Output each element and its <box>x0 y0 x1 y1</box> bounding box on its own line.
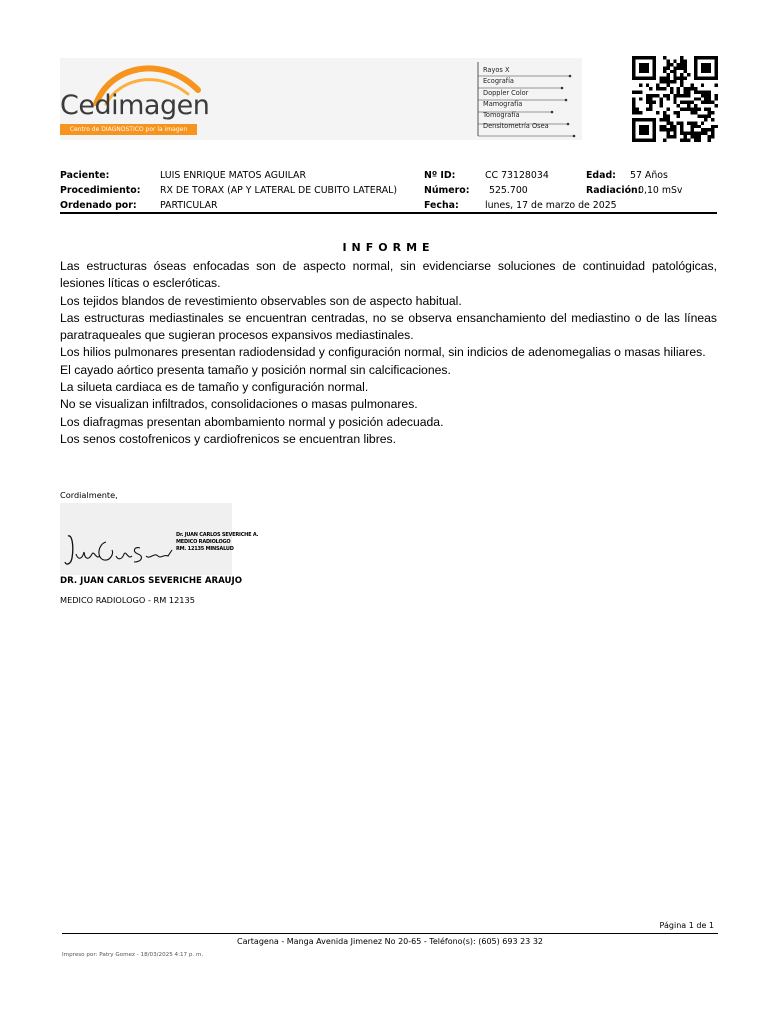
id-value: CC 73128034 <box>485 170 549 181</box>
qr-code-icon <box>632 56 718 142</box>
signature-stamp <box>176 532 258 553</box>
report-paragraph: La silueta cardiaca es de tamaño y configuración normal. <box>60 380 369 395</box>
stamp-line: Dr. JUAN CARLOS SEVERICHE A. <box>176 532 259 538</box>
brand-logo: Cedimagen <box>60 90 210 121</box>
service-item: Tomografía <box>483 111 520 119</box>
service-item: Rayos X <box>483 66 510 74</box>
footer-divider <box>62 933 718 934</box>
id-label: Nº ID: <box>424 170 456 181</box>
doctor-name: DR. JUAN CARLOS SEVERICHE ARAUJO <box>60 576 243 586</box>
report-paragraph: Los diafragmas presentan abombamiento normal y posición adecuada. <box>60 414 444 429</box>
numero-value: 525.700 <box>489 185 528 196</box>
service-item: Doppler Color <box>483 89 529 97</box>
report-paragraph: No se visualizan infiltrados, consolidaciones o masas pulmonares. <box>60 397 418 412</box>
report-paragraph: El cayado aórtico presenta tamaño y posición normal sin calcificaciones. <box>60 362 451 377</box>
page-number: Página 1 de 1 <box>659 921 714 930</box>
doctor-title: MEDICO RADIOLOGO - RM 12135 <box>60 595 195 605</box>
stamp-line: MEDICO RADIOLOGO <box>176 539 231 545</box>
printed-by: Impreso por: Patry Gomez - 18/03/2025 4:17 p. m. <box>62 952 204 958</box>
report-paragraph: Los senos costofrenicos y cardiofrenicos se encuentran libres. <box>60 431 397 446</box>
fecha-label: Fecha: <box>424 200 459 211</box>
fecha-value: lunes, 17 de marzo de 2025 <box>485 200 617 211</box>
brand-tagline: Centro de DIAGNOSTICO por la imagen <box>60 124 197 135</box>
service-item: Ecografía <box>483 77 514 85</box>
procedimiento-label: Procedimiento: <box>60 185 141 196</box>
service-item: Mamografía <box>483 100 523 108</box>
header-divider <box>60 212 717 214</box>
procedimiento-value: RX DE TORAX (AP Y LATERAL DE CUBITO LATERAL) <box>160 185 398 196</box>
report-body <box>60 258 717 448</box>
paciente-value: LUIS ENRIQUE MATOS AGUILAR <box>160 170 306 181</box>
report-paragraph: Las estructuras mediastinales se encuentran centradas, no se observa ensanchamiento del mediastino o de las líneas paratraqueales que sugieran procesos expansivos mediastinales. <box>60 310 717 343</box>
numero-label: Número: <box>424 185 470 196</box>
radiacion-value: 0,10 mSv <box>638 185 683 196</box>
stamp-line: RM. 12135 MINSALUD <box>176 546 234 552</box>
report-paragraph: Los tejidos blandos de revestimiento observables son de aspecto habitual. <box>60 293 462 308</box>
radiacion-label: Radiación: <box>586 185 642 196</box>
paciente-label: Paciente: <box>60 170 110 181</box>
footer-address: Cartagena - Manga Avenida Jimenez No 20-65 - Teléfono(s): (605) 693 23 32 <box>237 937 543 946</box>
service-item: Densitometría Osea <box>483 122 549 130</box>
ordenado-label: Ordenado por: <box>60 200 137 211</box>
edad-label: Edad: <box>586 170 616 181</box>
report-paragraph: Las estructuras óseas enfocadas son de aspecto normal, sin evidenciarse soluciones de continuidad patológicas, lesiones líticas o escleróticas. <box>60 259 717 291</box>
edad-value: 57 Años <box>630 170 668 181</box>
services-list <box>470 60 580 138</box>
closing-text: Cordialmente, <box>60 490 118 500</box>
report-title: INFORME <box>342 241 435 254</box>
ordenado-value: PARTICULAR <box>160 200 218 211</box>
handwritten-signature-icon <box>62 526 174 572</box>
report-paragraph: Los hilios pulmonares presentan radiodensidad y configuración normal, sin indicios de adenomegalias o masas hiliares. <box>60 345 706 360</box>
